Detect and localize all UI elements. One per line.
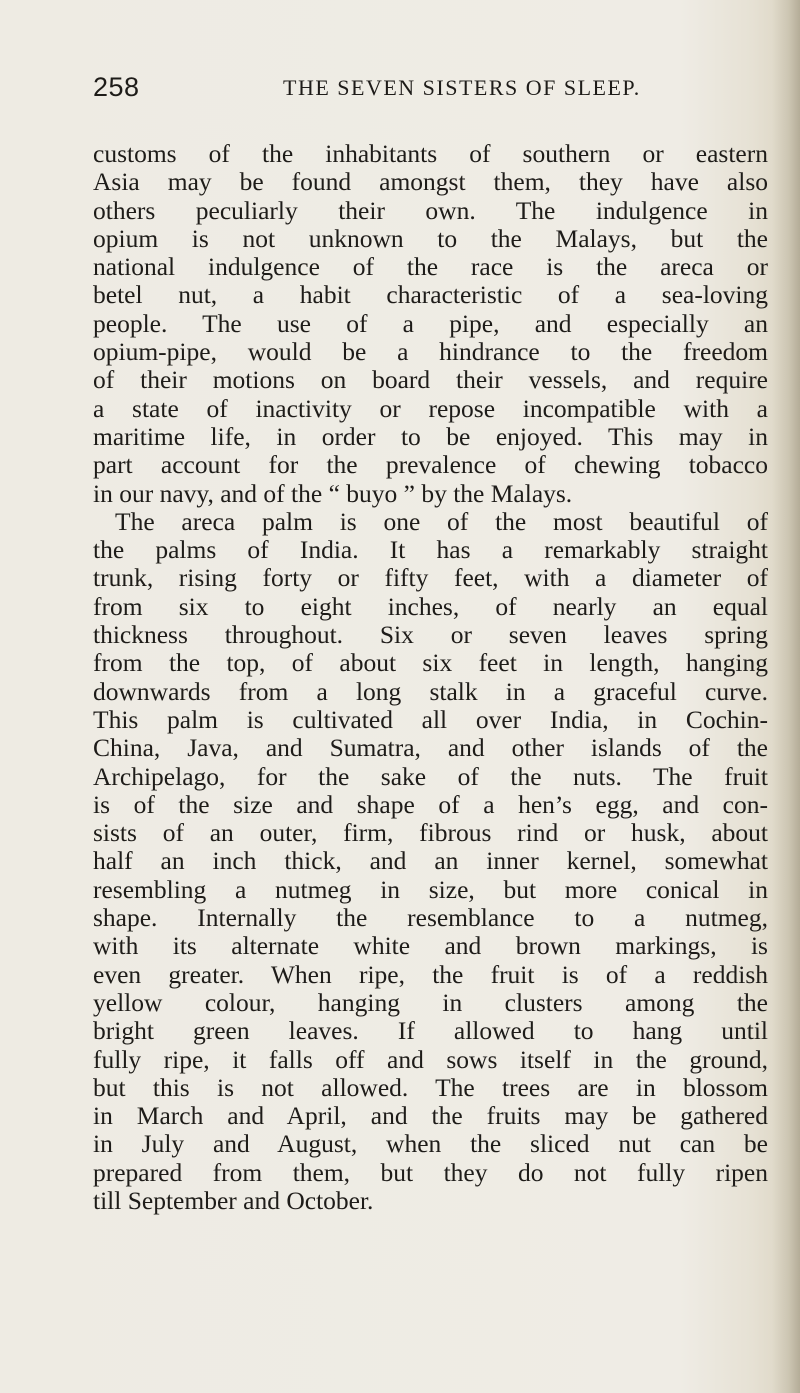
text-line: sists of an outer, firm, fibrous rind or husk, about	[93, 818, 768, 848]
text-line: in March and April, and the fruits may be gathered	[93, 1101, 768, 1131]
text-line: shape. Internally the resemblance to a nutmeg,	[93, 903, 768, 933]
text-line: from the top, of about six feet in length, hanging	[93, 648, 768, 678]
text-line: trunk, rising forty or fifty feet, with a diameter of	[93, 563, 768, 593]
running-head: THE SEVEN SISTERS OF SLEEP.	[283, 75, 641, 100]
text-line: of their motions on board their vessels, and require	[93, 365, 768, 395]
text-line: opium is not unknown to the Malays, but the	[93, 223, 768, 253]
text-line: yellow colour, hanging in clusters among the	[93, 987, 768, 1017]
paragraph-start-line: The areca palm is one of the most beautiful of	[115, 506, 768, 536]
text-line: in our navy, and of the “ buyo ” by the Malays.	[93, 478, 573, 508]
body-text	[93, 140, 768, 1215]
text-line: but this is not allowed. The trees are in blossom	[93, 1072, 768, 1102]
text-line: with its alternate white and brown markings, is	[93, 931, 768, 961]
text-line: opium-pipe, would be a hindrance to the freedom	[93, 337, 768, 367]
text-line: Archipelago, for the sake of the nuts. The fruit	[93, 761, 768, 791]
page-header	[93, 72, 713, 112]
text-line: China, Java, and Sumatra, and other islands of the	[93, 733, 768, 763]
text-line: in July and August, when the sliced nut can be	[93, 1129, 768, 1159]
text-line: till September and October.	[93, 1185, 374, 1215]
text-line: customs of the inhabitants of southern or eastern	[93, 139, 768, 168]
page-edge-shadow	[772, 0, 800, 1393]
text-line: maritime life, in order to be enjoyed. This may in	[93, 421, 768, 451]
text-line: This palm is cultivated all over India, in Cochin-	[93, 704, 768, 734]
text-line: national indulgence of the race is the areca or	[93, 252, 768, 282]
text-line: fully ripe, it falls off and sows itself in the ground,	[93, 1044, 768, 1074]
text-line: half an inch thick, and an inner kernel, somewhat	[93, 846, 768, 876]
text-line: from six to eight inches, of nearly an equal	[93, 591, 768, 621]
page-number: 258	[93, 72, 140, 102]
text-line: prepared from them, but they do not fully ripen	[93, 1157, 768, 1187]
text-line: downwards from a long stalk in a graceful curve.	[93, 676, 768, 706]
text-line: others peculiarly their own. The indulgence in	[93, 195, 768, 225]
text-line: the palms of India. It has a remarkably straight	[93, 535, 768, 565]
text-line: is of the size and shape of a hen’s egg, and con-	[93, 789, 768, 819]
text-line: betel nut, a habit characteristic of a sea-loving	[93, 280, 768, 310]
text-line: bright green leaves. If allowed to hang until	[93, 1016, 768, 1046]
text-line: thickness throughout. Six or seven leaves spring	[93, 620, 768, 650]
text-line: resembling a nutmeg in size, but more conical in	[93, 874, 768, 904]
text-line: part account for the prevalence of chewing tobacco	[93, 450, 768, 480]
text-line: Asia may be found amongst them, they have also	[93, 167, 768, 197]
text-line: people. The use of a pipe, and especially an	[93, 308, 768, 338]
text-line: even greater. When ripe, the fruit is of a reddish	[93, 959, 768, 989]
text-line: a state of inactivity or repose incompatible with a	[93, 393, 768, 423]
